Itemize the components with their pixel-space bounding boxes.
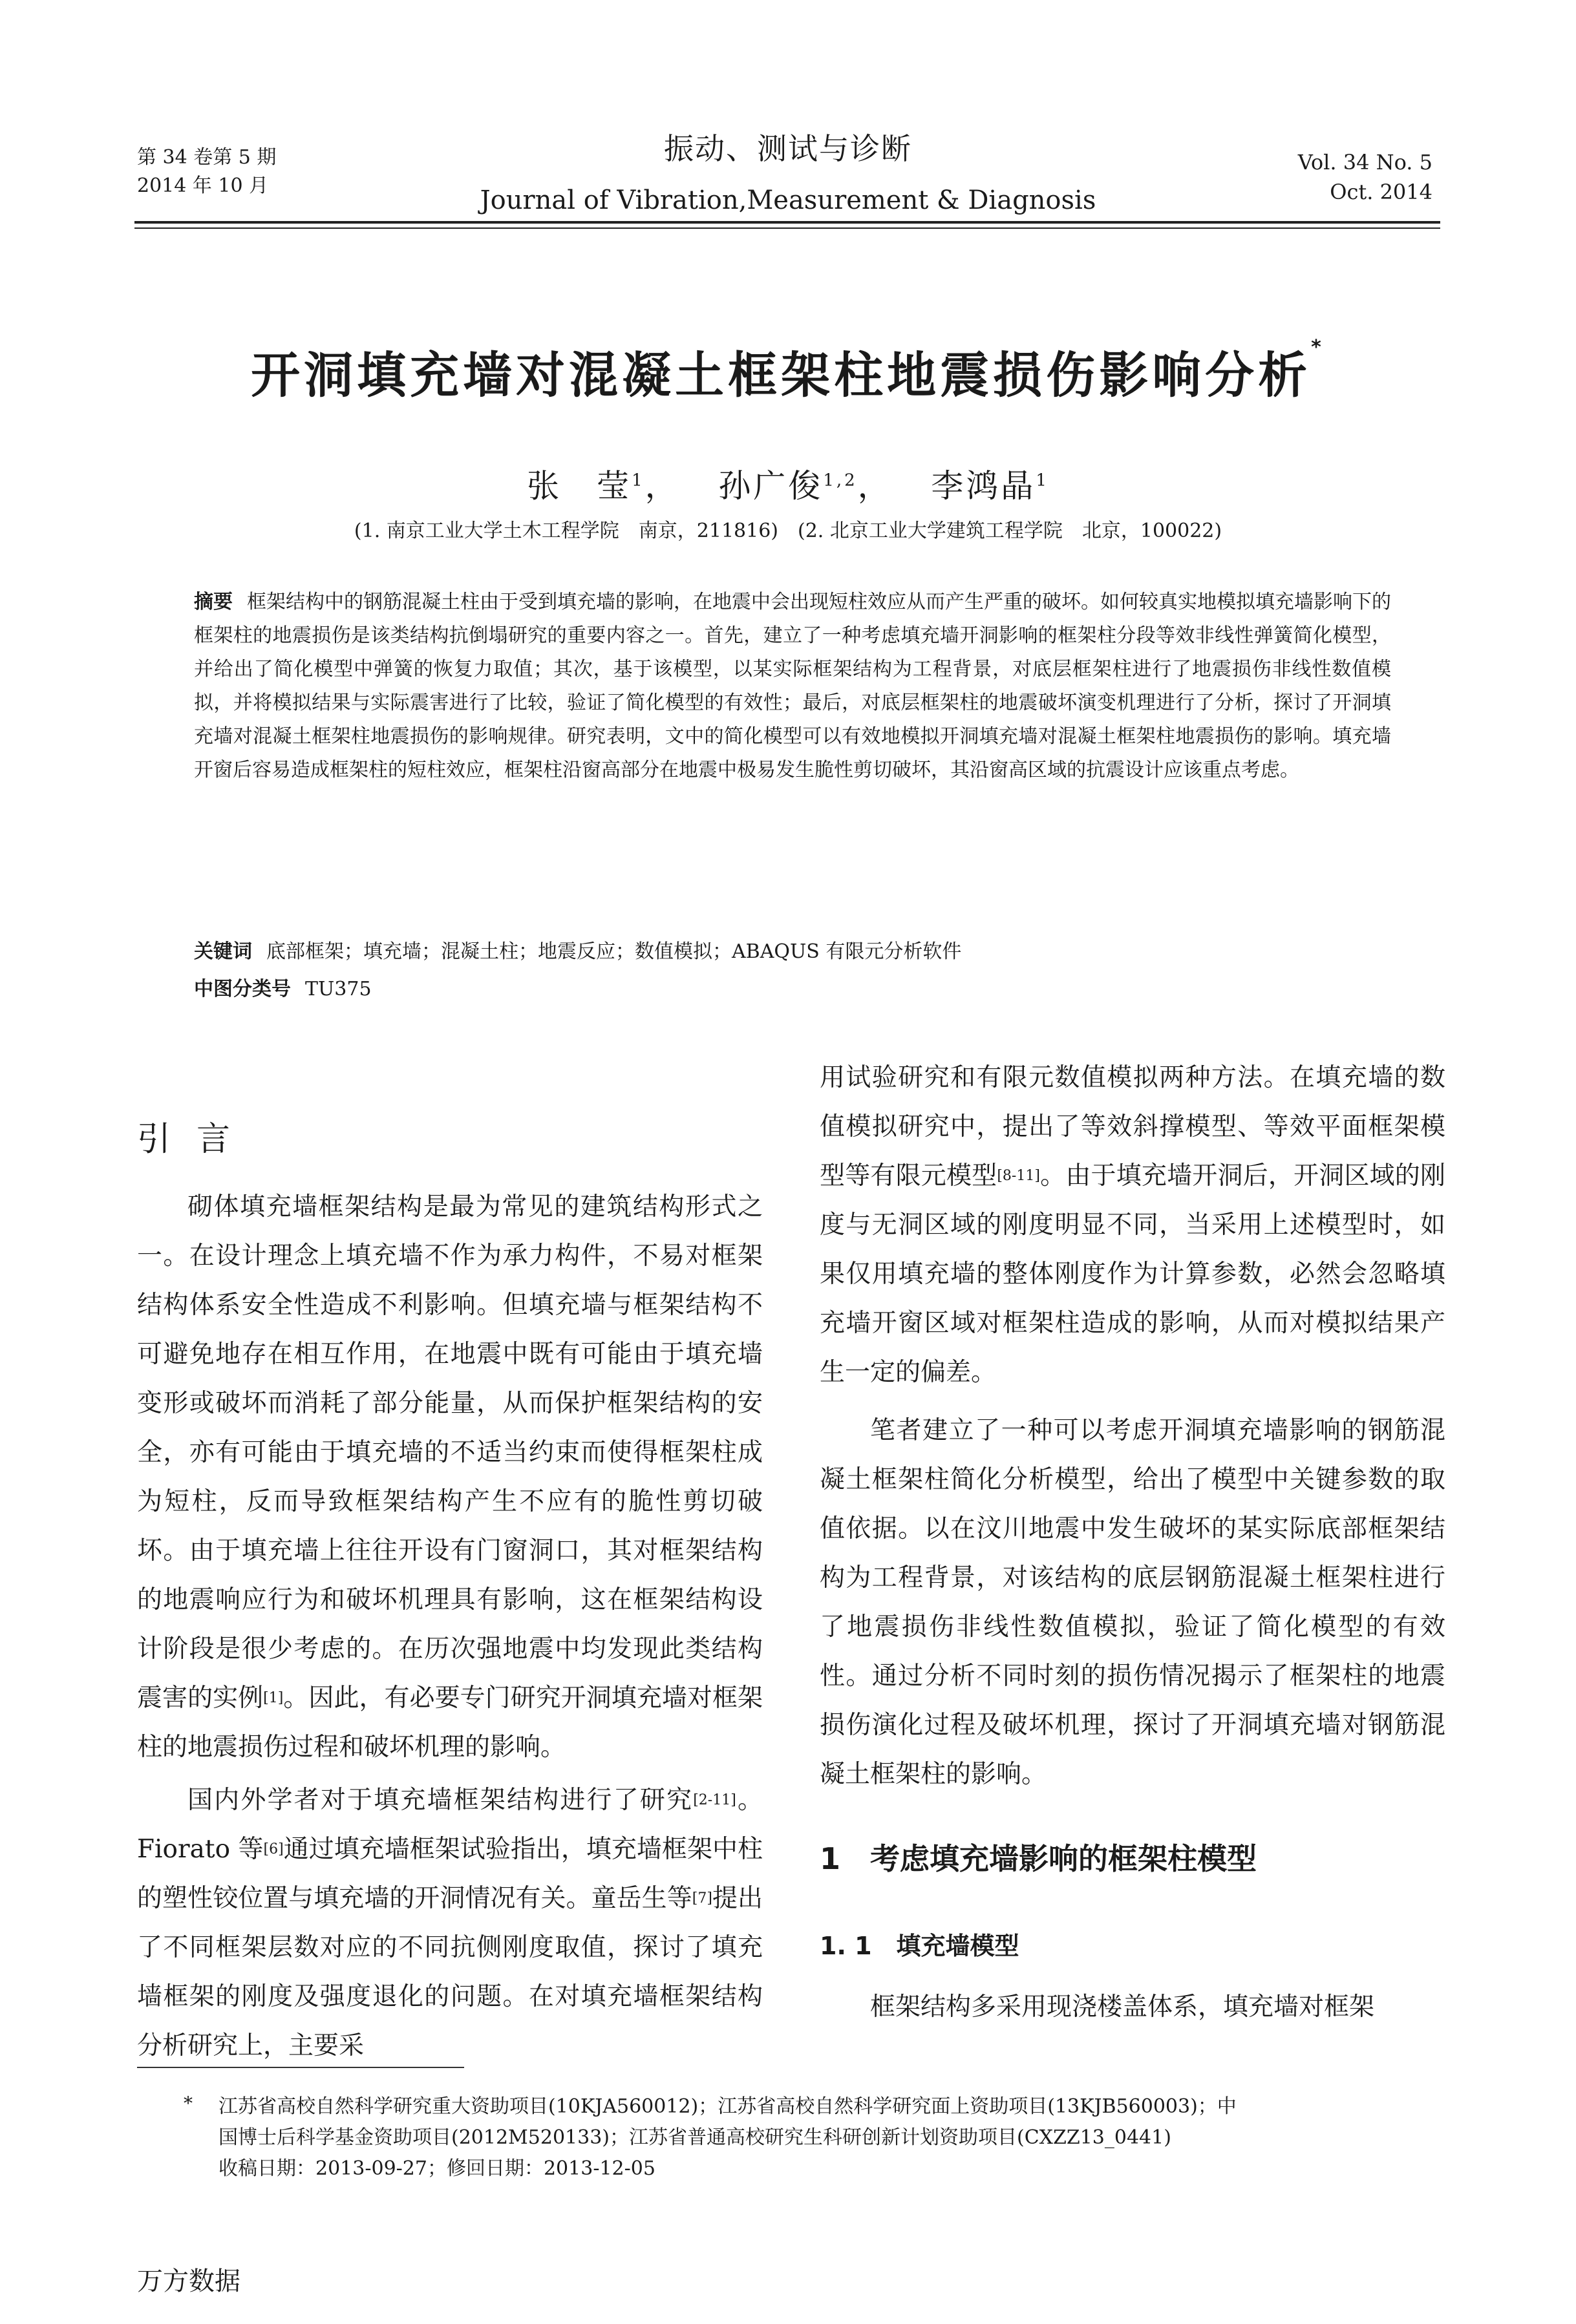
intro-p2-text-c: 通过填充墙框架试验指出，填充墙框架中柱的塑性铰位置与填充墙的开洞情况有关。童岳生等	[137, 1835, 763, 1913]
intro-p2-text-b: 。Fiorato 等	[137, 1786, 763, 1864]
intro-paragraph-2	[137, 1776, 763, 2071]
author-affiliation-mark: 1	[632, 470, 645, 491]
journal-name-en: Journal of Vibration,Measurement & Diagnosis	[480, 185, 1096, 215]
header-rule-thick	[134, 221, 1440, 224]
intro-paragraph-3: 笔者建立了一种可以考虑开洞填充墙影响的钢筋混凝土框架柱简化分析模型，给出了模型中关键参数的取值依据。以在汶川地震中发生破坏的某实际底部框架结构为工程背景，对该结构的底层钢筋混凝土框架柱进行了地震损伤非线性数值模拟，验证了简化模型的有效性。通过分析不同时刻的损伤情况揭示了框架柱的地震损伤演化过程及破坏机理，探讨了开洞填充墙对钢筋混凝土框架柱的影响。	[820, 1416, 1445, 1789]
author-affiliation-mark: 1,2	[823, 470, 858, 491]
footnote	[218, 2091, 1479, 2184]
keywords	[194, 937, 961, 967]
footnote-mark: *	[184, 2093, 193, 2114]
date-cn: 2014 年 10 月	[137, 174, 269, 197]
paper-title	[0, 336, 1576, 407]
abstract-text: 框架结构中的钢筋混凝土柱由于受到填充墙的影响，在地震中会出现短柱效应从而产生严重的破坏。如何较真实地模拟填充墙影响下的框架柱的地震损伤是该类结构抗倒塌研究的重要内容之一。首先，建立了一种考虑填充墙开洞影响的框架柱分段等效非线性弹簧简化模型，并给出了简化模型中弹簧的恢复力取值；其次，基于该模型，以某实际框架结构为工程背景，对底层框架柱进行了地震损伤非线性数值模拟，并将模拟结果与实际震害进行了比较，验证了简化模型的有效性；最后，对底层框架柱的地震破坏演变机理进行了分析，探讨了开洞填充墙对混凝土框架柱地震损伤的影响规律。研究表明，文中的简化模型可以有效地模拟开洞填充墙对混凝土框架柱地震损伤的影响。填充墙开窗后容易造成框架柱的短柱效应，框架柱沿窗高部分在地震中极易发生脆性剪切破坏，其沿窗高区域的抗震设计应该重点考虑。	[194, 591, 1391, 781]
citation: [8-11]	[997, 1168, 1040, 1184]
date-en: Oct. 2014	[1330, 180, 1432, 204]
intro-p2-text-a: 国内外学者对于填充墙框架结构进行了研究	[187, 1786, 694, 1815]
section-1-1-text	[820, 1983, 1445, 2032]
volume-en: Vol. 34 No. 5	[1297, 150, 1432, 174]
intro-paragraph-2-cont	[820, 1053, 1445, 1397]
footnote-line: 江苏省高校自然科学研究重大资助项目(10KJA560012)；江苏省高校自然科学研究面上资助项目(13KJB560003)；中	[218, 2095, 1237, 2118]
section-1-heading: 1 考虑填充墙影响的框架柱模型	[820, 1841, 1257, 1876]
abstract-label: 摘要	[194, 591, 233, 613]
citation: [6]	[263, 1841, 284, 1857]
classification	[194, 975, 372, 1004]
intro-p1-text: 砌体填充墙框架结构是最为常见的建筑结构形式之一。在设计理念上填充墙不作为承力构件，不易对框架结构体系安全性造成不利影响。但填充墙与框架结构不可避免地存在相互作用，在地震中既有可能由于填充墙变形或破坏而消耗了部分能量，从而保护框架结构的安全，亦有可能由于填充墙的不适当约束而使得框架柱成为短柱，反而导致框架结构产生不应有的脆性剪切破坏。由于填充墙上往往开设有门窗洞口，其对框架结构的地震响应行为和破坏机理具有影响，这在框架结构设计阶段是很少考虑的。在历次强地震中均发现此类结构震害的实例	[137, 1192, 763, 1713]
left-column	[137, 1183, 763, 2071]
author-list: 张 莹$^1$， 孙广俊$^{1,2}$， 李鸿晶$^1$	[527, 467, 1049, 505]
section-1-1-paragraph: 框架结构多采用现浇楼盖体系，填充墙对框架	[870, 1992, 1375, 2022]
citation: [7]	[692, 1890, 712, 1907]
right-column	[820, 1053, 1445, 1799]
intro-p1-tail: 。因此，有必要专门研究开洞填充墙对框架柱的地震损伤过程和破坏机理的影响。	[137, 1684, 763, 1762]
author-name: 张 莹	[527, 467, 632, 505]
section-1-1-heading: 1. 1 填充墙模型	[820, 1932, 1019, 1960]
citation: [2-11]	[693, 1792, 736, 1808]
author-affiliation-mark: 1	[1036, 470, 1049, 491]
footnote-line: 国博士后科学基金资助项目(2012M520133)；江苏省普通高校研究生科研创新计划资助项目(CXZZ13_0441)	[218, 2126, 1171, 2149]
intro-heading: 引言	[137, 1120, 257, 1159]
intro-p2-text-d: 提出了不同框架层数对应的不同抗侧刚度取值，探讨了填充墙框架的刚度及强度退化的问题。在对填充墙框架结构分析研究上，主要采	[137, 1884, 763, 2060]
issue-info-en	[1298, 147, 1432, 207]
watermark-text: 万方数据	[137, 2266, 240, 2296]
citation: [1]	[263, 1690, 284, 1706]
intro-p2-cont-a: 用试验研究和有限元数值模拟两种方法。在填充墙的数值模拟研究中，提出了等效斜撑模型、等效平面框架模型等有限元模型	[820, 1063, 1445, 1190]
title-footnote-mark: *	[1311, 336, 1325, 359]
footnote-rule	[137, 2067, 464, 2068]
footnote-line: 收稿日期：2013-09-27；修回日期：2013-12-05	[218, 2157, 655, 2180]
author-name: 孙广俊	[718, 467, 824, 505]
author-name: 李鸿晶	[931, 467, 1036, 505]
keywords-text: 底部框架；填充墙；混凝土柱；地震反应；数值模拟；ABAQUS 有限元分析软件	[266, 940, 962, 963]
intro-p2-cont-b: 。由于填充墙开洞后，开洞区域的刚度与无洞区域的刚度明显不同，当采用上述模型时，如果仅用填充墙的整体刚度作为计算参数，必然会忽略填充墙开窗区域对框架柱造成的影响，从而对模拟结果产生一定的偏差。	[820, 1161, 1445, 1387]
classification-label: 中图分类号	[194, 978, 291, 1000]
volume-cn: 第 34 卷第 5 期	[137, 146, 277, 169]
intro-paragraph-1	[137, 1183, 763, 1772]
header-rule-thin	[134, 227, 1440, 229]
paper-title-text: 开洞填充墙对混凝土框架柱地震损伤影响分析	[251, 346, 1312, 404]
classification-code: TU375	[305, 978, 372, 1000]
keywords-label: 关键词	[194, 940, 252, 963]
journal-name-cn: 振动、测试与诊断	[664, 131, 912, 166]
affiliations: (1. 南京工业大学土木工程学院 南京，211816) (2. 北京工业大学建筑工程学院 北京，100022)	[354, 520, 1222, 542]
abstract	[194, 586, 1391, 787]
